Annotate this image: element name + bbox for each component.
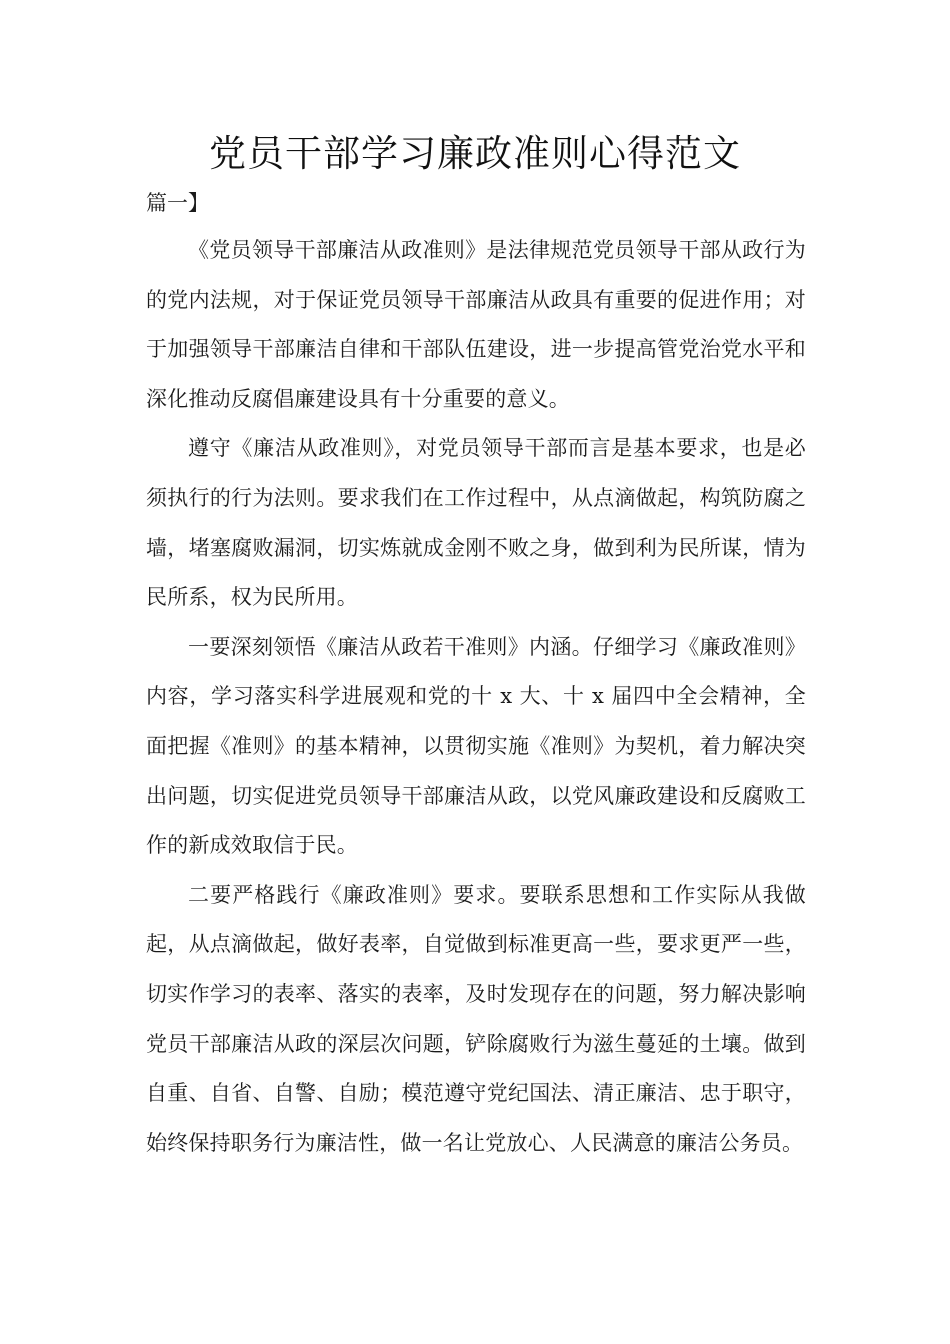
section-label: 篇一】 — [146, 191, 209, 215]
paragraph-1: 《党员领导干部廉洁从政准则》是法律规范党员领导干部从政行为的党内法规，对于保证党员领导干部廉洁从政具有重要的促进作用；对于加强领导干部廉洁自律和干部队伍建设，进一步提高管党治党水平和深化推动反腐倡廉建设具有十分重要的意义。 — [146, 238, 806, 411]
document-body — [146, 226, 806, 1168]
page-title: 党员干部学习廉政准则心得范文 — [209, 132, 741, 175]
paragraph-4: 二要严格践行《廉政准则》要求。要联系思想和工作实际从我做起，从点滴做起，做好表率，自觉做到标准更高一些，要求更严一些，切实作学习的表率、落实的表率，及时发现存在的问题，努力解决影响党员干部廉洁从政的深层次问题，铲除腐败行为滋生蔓延的土壤。做到自重、自省、自警、自励；模范遵守党纪国法、清正廉洁、忠于职守，始终保持职务行为廉洁性，做一名让党放心、人民满意的廉洁公务员。 — [146, 882, 806, 1155]
paragraph-3: 一要深刻领悟《廉洁从政若干准则》内涵。仔细学习《廉政准则》内容，学习落实科学进展观和党的十 x 大、十 x 届四中全会精神，全面把握《准则》的基本精神，以贯彻实施《准则》为契机，着力解决突出问题，切实促进党员领导干部廉洁从政，以党风廉政建设和反腐败工作的新成效取信于民。 — [146, 634, 806, 858]
paragraph-2: 遵守《廉洁从政准则》，对党员领导干部而言是基本要求，也是必须执行的行为法则。要求我们在工作过程中，从点滴做起，构筑防腐之墙，堵塞腐败漏洞，切实炼就成金刚不败之身，做到利为民所谋，情为民所系，权为民所用。 — [146, 436, 806, 610]
